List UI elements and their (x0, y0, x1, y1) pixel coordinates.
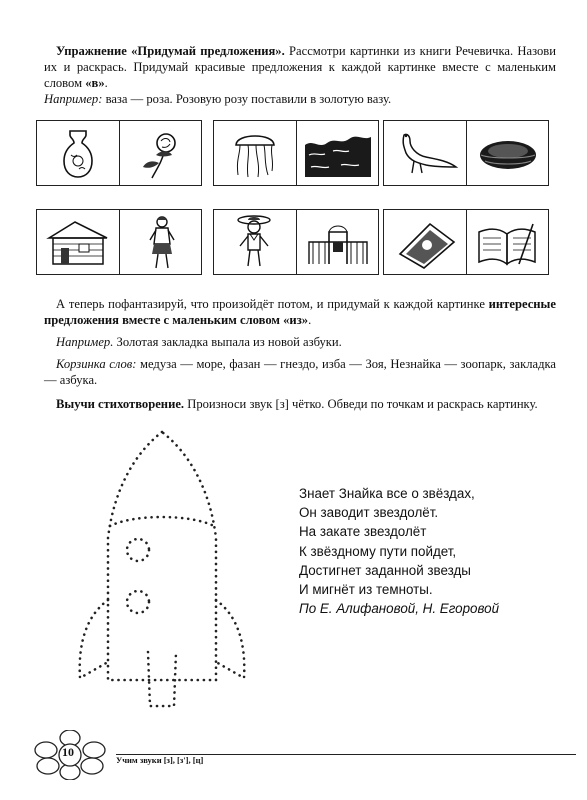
exercise-1-title: Упражнение «Придумай предложения». (56, 44, 285, 58)
poem-line: На закате звездолёт (299, 524, 427, 540)
rocket-right-fin (216, 600, 244, 678)
jellyfish-icon (214, 121, 296, 185)
exercise-2-example (44, 334, 556, 350)
exercise-2-instructions: А теперь пофантазируй, что произойдёт потом, и придумай к каждой картинке интересные предложения вместе с маленьким словом «из». (44, 297, 556, 327)
page-number: 10 (62, 745, 74, 759)
poem-line: И мигнёт из темноты. (299, 582, 433, 598)
nest-icon (466, 121, 548, 185)
picture-pair-neznayka-zoo (213, 209, 379, 275)
picture-pair-jellyfish-sea (213, 120, 379, 186)
example-text: ваза — роза. Розовую розу поставили в золотую вазу. (105, 92, 392, 106)
rocket-nose-line (110, 517, 214, 526)
exercise-3-instructions (44, 396, 556, 412)
picture-pair-pheasant-nest (383, 120, 549, 186)
poem (299, 484, 499, 618)
word-basket-label: Корзинка слов: (56, 357, 137, 371)
exercise-2-bold: интересные предложения вместе с маленьким словом «из» (44, 297, 556, 327)
pheasant-icon (384, 121, 466, 185)
poem-line: К звёздному пути пойдет, (299, 543, 457, 559)
picture-pair-hut-girl (36, 209, 202, 275)
exercise-1-word: «в» (85, 76, 105, 90)
dotted-rocket-drawing (74, 430, 250, 720)
rocket-left-fin (80, 600, 108, 678)
bookmark-icon (384, 210, 466, 274)
exercise-3-title: Выучи стихотворение. (56, 397, 185, 411)
exercise-1-instructions: Упражнение «Придумай предложения». Рассмотри картинки из книги Речевичка. Назови их и раскрась. Придумай красивые предложения к каждой картинке вместе с маленьким словом «в». (44, 44, 556, 90)
rocket-porthole-bottom (127, 591, 149, 613)
poem-line: Он заводит звездолёт. (299, 505, 439, 521)
hut-icon (37, 210, 119, 274)
poem-author: По Е. Алифановой, Н. Егоровой (299, 601, 500, 617)
rocket-porthole-top (127, 539, 149, 561)
girl-icon (119, 210, 201, 274)
word-basket-text: медуза — море, фазан — гнездо, изба — Зоя, Незнайка — зоопарк, закладка — азбука. (44, 357, 557, 387)
exercise-1-text: Рассмотри картинки из книги Речевичка. Назови их и раскрась. Придумай красивые предложения к каждой картинке вместе с маленьким словом (44, 44, 556, 90)
exercise-2-text: А теперь пофантазируй, что произойдёт потом, и придумай к каждой картинке (56, 297, 485, 311)
rose-icon (119, 121, 201, 185)
word-basket (44, 356, 556, 388)
exercise-2-example-text: Золотая закладка выпала из новой азбуки. (116, 335, 342, 349)
example-label: Например: (44, 92, 103, 106)
vase-icon (37, 121, 119, 185)
picture-pair-vase-rose (36, 120, 202, 186)
exercise-2-example-label: Например. (56, 335, 114, 349)
neznayka-icon (214, 210, 296, 274)
poem-line: Достигнет заданной звезды (299, 562, 471, 578)
sea-icon (296, 121, 378, 185)
rocket-body-outline (108, 432, 216, 680)
picture-pair-bookmark-alphabet (383, 209, 549, 275)
alphabet-book-icon (466, 210, 548, 274)
exercise-3-text: Произноси звук [з] чётко. Обведи по точкам и раскрась картинку. (187, 397, 538, 411)
poem-line: Знает Знайка все о звёздах, (299, 486, 475, 501)
footer-title: Учим звуки [з], [з'], [ц] (116, 755, 204, 765)
zoo-icon (296, 210, 378, 274)
page-footer (34, 730, 574, 780)
exercise-1-example (44, 91, 556, 107)
